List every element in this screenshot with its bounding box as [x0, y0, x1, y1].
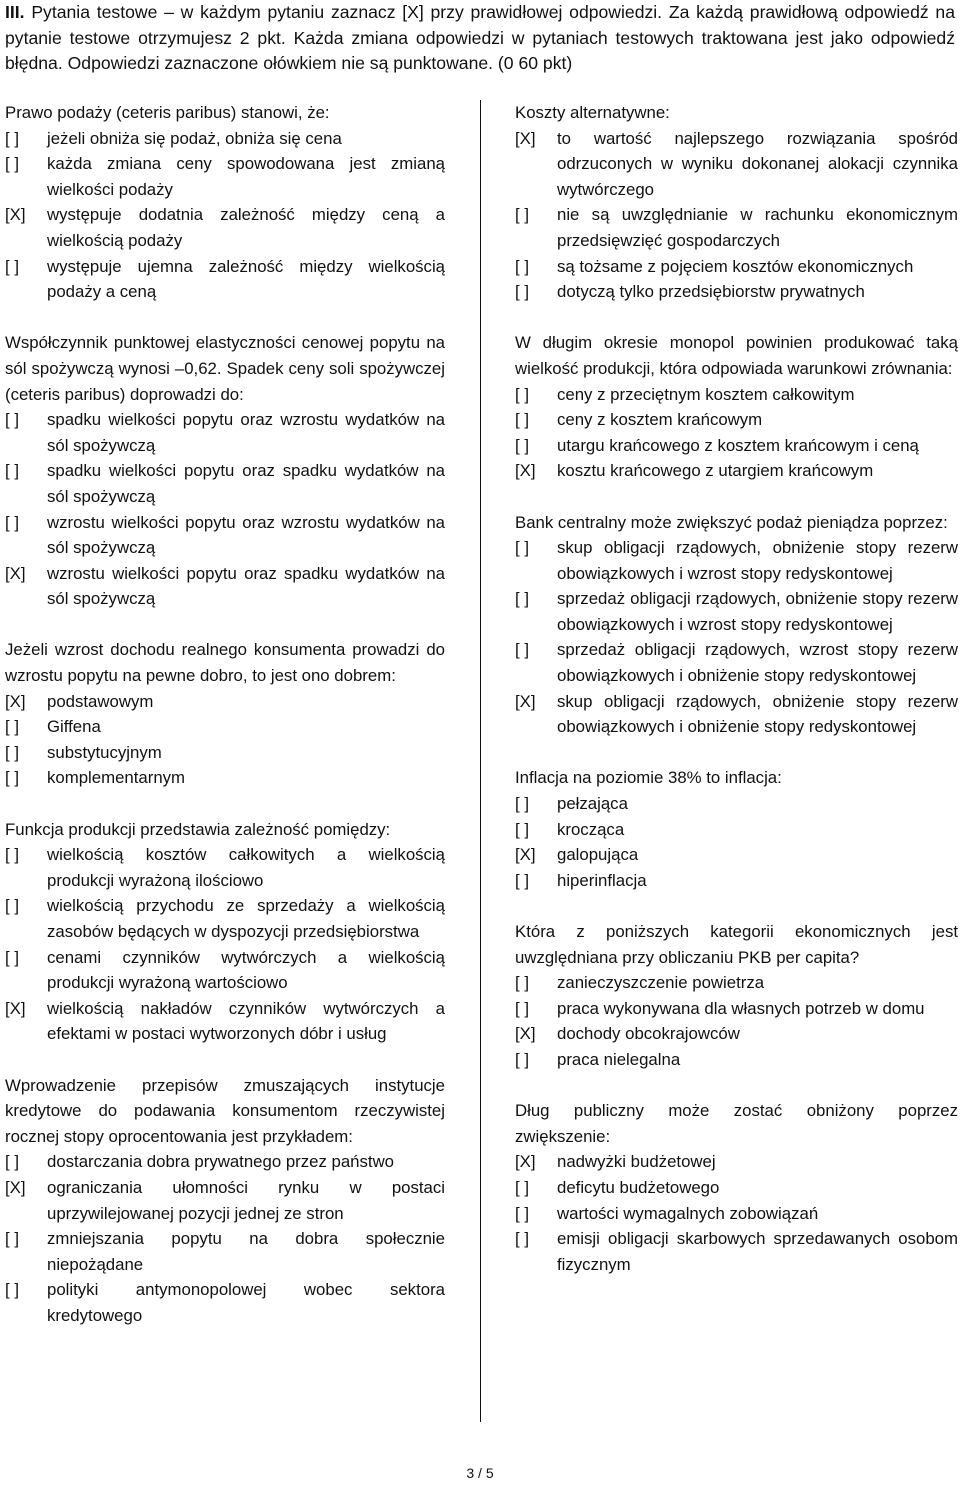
answer-text: podstawowym — [47, 691, 154, 711]
answer-text: zmniejszania popytu na dobra społecznie niepożądane — [47, 1229, 445, 1274]
answer-checkbox[interactable]: [ ] — [5, 845, 19, 865]
answer-checkbox[interactable]: [ ] — [515, 410, 529, 430]
answer-text: wartości wymagalnych zobowiązań — [557, 1203, 819, 1223]
question-block — [5, 817, 445, 1047]
answer-text: praca nielegalna — [557, 1049, 681, 1069]
answer-option — [515, 817, 958, 843]
answer-checkbox[interactable]: [X] — [5, 205, 26, 225]
answer-option — [515, 868, 958, 894]
answer-text: występuje ujemna zależność między wielkością podaży a ceną — [47, 256, 445, 302]
answer-text: występuje dodatnia zależność między ceną a wielkością podaży — [47, 205, 445, 250]
answer-checkbox[interactable]: [ ] — [5, 768, 19, 788]
answer-text: pełzająca — [557, 794, 628, 814]
answer-text: zanieczyszczenie powietrza — [557, 973, 765, 993]
answer-checkbox[interactable]: [ ] — [515, 1229, 529, 1249]
answer-option — [5, 740, 445, 766]
question-block — [515, 765, 958, 893]
answer-text: jeżeli obniża się podaż, obniża się cena — [47, 128, 342, 148]
answer-text: komplementarnym — [47, 768, 186, 788]
answer-option — [5, 510, 445, 561]
answer-text: hiperinflacja — [557, 870, 647, 890]
answer-checkbox[interactable]: [X] — [515, 128, 536, 148]
answer-text: deficytu budżetowego — [557, 1177, 720, 1197]
answer-option — [515, 842, 958, 868]
answer-option — [5, 1149, 445, 1175]
section-number: III. — [5, 2, 25, 22]
answer-option — [515, 1226, 958, 1277]
answer-option — [515, 535, 958, 586]
answer-option — [5, 765, 445, 791]
answer-text: nadwyżki budżetowej — [557, 1152, 716, 1172]
answer-checkbox[interactable]: [ ] — [5, 410, 19, 430]
answer-text: dostarczania dobra prywatnego przez państwo — [47, 1152, 395, 1172]
answer-option — [515, 407, 958, 433]
answer-text: sprzedaż obligacji rządowych, obniżenie stopy rezerw obowiązkowych i wzrost stopy redyskontowej — [557, 589, 958, 634]
answer-text: galopująca — [557, 845, 639, 865]
answer-option — [515, 1175, 958, 1201]
answer-checkbox[interactable]: [ ] — [515, 282, 529, 302]
answer-text: utargu krańcowego z kosztem krańcowym i ceną — [557, 435, 919, 455]
answer-option — [515, 382, 958, 408]
answer-text: ceny z przeciętnym kosztem całkowitym — [557, 384, 855, 404]
answer-checkbox[interactable]: [ ] — [515, 205, 529, 225]
answer-option — [515, 254, 958, 280]
question-text: Jeżeli wzrost dochodu realnego konsumenta prowadzi do wzrostu popytu na pewne dobro, to jest ono dobrem: — [5, 640, 445, 686]
answer-text: nie są uwzględnianie w rachunku ekonomicznym przedsięwzięć gospodarczych — [557, 205, 958, 250]
answer-option — [5, 407, 445, 458]
answer-text: skup obligacji rządowych, obniżenie stopy rezerw obowiązkowych i obniżenie stopy redyskontowej — [557, 691, 958, 737]
answer-text: polityki antymonopolowej wobec sektora kredytowego — [47, 1280, 445, 1325]
answer-checkbox[interactable]: [X] — [515, 691, 536, 711]
answer-text: emisji obligacji skarbowych sprzedawanych osobom fizycznym — [557, 1229, 958, 1274]
question-block — [5, 100, 445, 305]
answer-checkbox[interactable]: [ ] — [5, 717, 19, 737]
answer-text: praca wykonywana dla własnych potrzeb w domu — [557, 998, 925, 1018]
answer-text: wzrostu wielkości popytu oraz spadku wydatków na sól spożywczą — [47, 563, 445, 609]
answer-option — [5, 689, 445, 715]
answer-checkbox[interactable]: [ ] — [5, 742, 19, 762]
answer-checkbox[interactable]: [ ] — [5, 461, 19, 481]
answer-text: spadku wielkości popytu oraz spadku wydatków na sól spożywczą — [47, 461, 445, 506]
answer-text: krocząca — [557, 819, 625, 839]
question-block — [5, 637, 445, 791]
answer-option — [515, 791, 958, 817]
answer-text: wzrostu wielkości popytu oraz wzrostu wydatków na sól spożywczą — [47, 512, 445, 558]
question-text: Inflacja na poziomie 38% to inflacja: — [515, 768, 782, 788]
answer-checkbox[interactable]: [ ] — [515, 384, 529, 404]
answer-option — [515, 637, 958, 688]
answer-option — [5, 151, 445, 202]
question-text: Bank centralny może zwiększyć podaż pieniądza poprzez: — [515, 512, 948, 532]
answer-option — [5, 996, 445, 1047]
answer-option — [515, 279, 958, 305]
question-block — [515, 330, 958, 484]
question-block — [515, 1098, 958, 1277]
answer-option — [515, 1201, 958, 1227]
right-column — [515, 100, 958, 1303]
question-block — [5, 330, 445, 612]
left-column — [5, 100, 445, 1354]
answer-option — [5, 714, 445, 740]
answer-option — [5, 893, 445, 944]
answer-checkbox[interactable]: [ ] — [5, 154, 19, 174]
answer-checkbox[interactable]: [ ] — [5, 512, 19, 532]
answer-text: każda zmiana ceny spowodowana jest zmianą wielkości podaży — [47, 154, 445, 199]
question-block — [5, 1073, 445, 1329]
answer-checkbox[interactable]: [ ] — [515, 589, 529, 609]
answer-checkbox[interactable]: [X] — [515, 1152, 536, 1172]
question-text: Współczynnik punktowej elastyczności cenowej popytu na sól spożywczą wynosi –0,62. Spadek ceny soli spożywczej (ceteris paribus) doprowadzi do: — [5, 333, 445, 404]
answer-option — [5, 458, 445, 509]
answer-option — [515, 1047, 958, 1073]
answer-checkbox[interactable]: [ ] — [515, 256, 529, 276]
column-divider — [480, 100, 481, 1422]
answer-text: sprzedaż obligacji rządowych, wzrost stopy rezerw obowiązkowych i obniżenie stopy redyskontowej — [557, 640, 958, 686]
answer-text: wielkością przychodu ze sprzedaży a wielkością zasobów będących w dyspozycji przedsiębiorstwa — [47, 896, 445, 941]
answer-option — [5, 561, 445, 612]
answer-checkbox[interactable]: [ ] — [515, 1177, 529, 1197]
answer-checkbox[interactable]: [X] — [5, 563, 26, 583]
answer-option — [515, 458, 958, 484]
answer-text: spadku wielkości popytu oraz wzrostu wydatków na sól spożywczą — [47, 410, 445, 455]
answer-checkbox[interactable]: [ ] — [5, 256, 19, 276]
answer-checkbox[interactable]: [X] — [5, 1177, 26, 1197]
answer-option — [515, 202, 958, 253]
answer-text: to wartość najlepszego rozwiązania spośród odrzuconych w wyniku dokonanej alokacji czynnika wytwórczego — [557, 128, 958, 199]
answer-option — [515, 1021, 958, 1047]
answer-checkbox[interactable]: [ ] — [515, 640, 529, 660]
answer-text: wielkością nakładów czynników wytwórczych a efektami w postaci wytworzonych dóbr i usług — [47, 998, 445, 1044]
question-text: Wprowadzenie przepisów zmuszających instytucje kredytowe do podawania konsumentom rzeczywistej rocznej stopy oprocentowania jest przykładem: — [5, 1075, 445, 1146]
answer-text: wielkością kosztów całkowitych a wielkością produkcji wyrażoną ilościowo — [47, 845, 445, 890]
question-block — [515, 510, 958, 740]
answer-checkbox[interactable]: [X] — [5, 998, 26, 1018]
answer-checkbox[interactable]: [X] — [515, 845, 536, 865]
answer-option — [5, 1175, 445, 1226]
answer-checkbox[interactable]: [ ] — [515, 794, 529, 814]
answer-checkbox[interactable]: [X] — [515, 461, 536, 481]
answer-checkbox[interactable]: [ ] — [515, 819, 529, 839]
answer-checkbox[interactable]: [ ] — [515, 1203, 529, 1223]
answer-text: są tożsame z pojęciem kosztów ekonomicznych — [557, 256, 914, 276]
question-text: Prawo podaży (ceteris paribus) stanowi, że: — [5, 103, 330, 122]
question-text: W długim okresie monopol powinien produkować taką wielkość produkcji, która odpowiada warunkowi zrównania: — [515, 333, 958, 378]
answer-option — [515, 586, 958, 637]
question-block — [515, 919, 958, 1073]
question-text: Która z poniższych kategorii ekonomicznych jest uwzględniana przy obliczaniu PKB per capita? — [515, 922, 958, 967]
answer-option — [5, 945, 445, 996]
answer-checkbox[interactable]: [ ] — [5, 128, 19, 148]
answer-option — [515, 689, 958, 740]
answer-checkbox[interactable]: [ ] — [5, 1280, 19, 1300]
answer-checkbox[interactable]: [X] — [515, 1024, 536, 1044]
answer-text: substytucyjnym — [47, 742, 162, 762]
answer-text: kosztu krańcowego z utargiem krańcowym — [557, 461, 874, 481]
answer-checkbox[interactable]: [ ] — [515, 435, 529, 455]
answer-text: dochody obcokrajowców — [557, 1024, 740, 1044]
answer-option — [5, 842, 445, 893]
answer-checkbox[interactable]: [ ] — [5, 947, 19, 967]
answer-option — [5, 126, 445, 152]
answer-text: dotyczą tylko przedsiębiorstw prywatnych — [557, 282, 865, 302]
question-text: Dług publiczny może zostać obniżony poprzez zwiększenie: — [515, 1101, 958, 1146]
answer-text: cenami czynników wytwórczych a wielkością produkcji wyrażoną wartościowo — [47, 947, 445, 993]
question-text: Koszty alternatywne: — [515, 103, 670, 122]
question-text: Funkcja produkcji przedstawia zależność pomiędzy: — [5, 819, 391, 839]
answer-text: Giffena — [47, 717, 101, 737]
instructions-header — [5, 0, 955, 77]
answer-checkbox[interactable]: [ ] — [515, 870, 529, 890]
answer-option — [515, 433, 958, 459]
answer-option — [5, 1277, 445, 1328]
answer-text: ograniczania ułomności rynku w postaci uprzywilejowanej pozycji jednej ze stron — [47, 1177, 445, 1223]
answer-option — [5, 1226, 445, 1277]
answer-text: ceny z kosztem krańcowym — [557, 410, 763, 430]
answer-option — [515, 126, 958, 203]
answer-option — [515, 1149, 958, 1175]
answer-option — [515, 996, 958, 1022]
answer-option — [5, 254, 445, 305]
answer-checkbox[interactable]: [ ] — [515, 1049, 529, 1069]
answer-checkbox[interactable]: [X] — [5, 691, 26, 711]
answer-checkbox[interactable]: [ ] — [5, 896, 19, 916]
answer-checkbox[interactable]: [ ] — [515, 538, 529, 558]
answer-checkbox[interactable]: [ ] — [5, 1152, 19, 1172]
answer-option — [515, 970, 958, 996]
instructions-text: Pytania testowe – w każdym pytaniu zaznacz [X] przy prawidłowej odpowiedzi. Za każdą prawidłową odpowiedź na pytanie testowe otrzymujesz 2 pkt. Każda zmiana odpowiedzi w pytaniach testowych traktowana jest jako odpowiedź błędna. Odpowiedzi zaznaczone ołówkiem nie są punktowane. (0 60 pkt) — [5, 2, 955, 74]
page-number: 3 / 5 — [466, 1465, 494, 1481]
question-block — [515, 100, 958, 305]
answer-text: skup obligacji rządowych, obniżenie stopy rezerw obowiązkowych i wzrost stopy redyskontowej — [557, 538, 958, 583]
answer-checkbox[interactable]: [ ] — [515, 973, 529, 993]
answer-checkbox[interactable]: [ ] — [5, 1229, 19, 1249]
answer-checkbox[interactable]: [ ] — [515, 998, 529, 1018]
answer-option — [5, 202, 445, 253]
